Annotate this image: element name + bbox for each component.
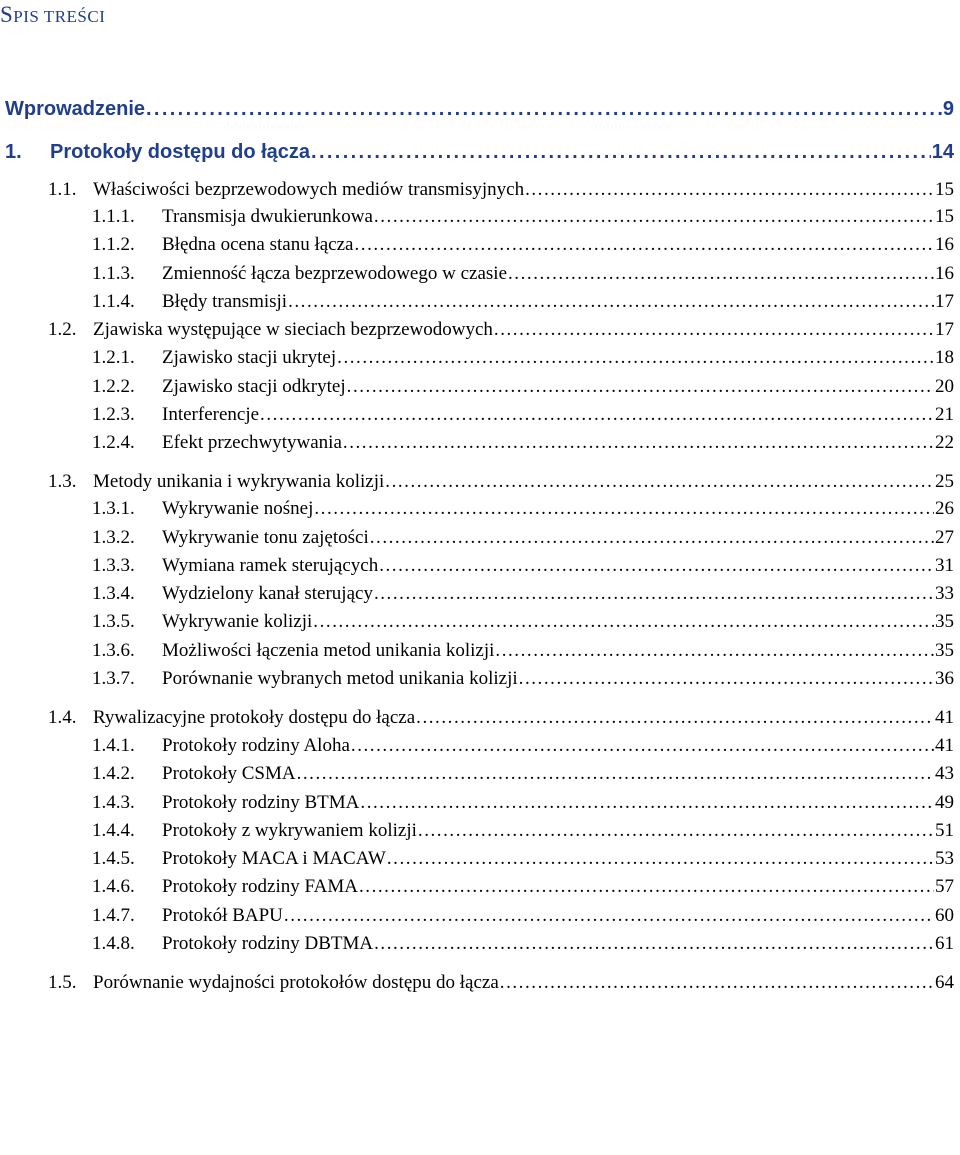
toc-entry-label: Zjawisko stacji odkrytej — [162, 376, 346, 397]
toc-leader-dots — [351, 735, 934, 757]
toc-entry-label: Transmisja dwukierunkowa — [162, 206, 373, 227]
toc-entry-page: 41 — [935, 735, 954, 756]
toc-entry-page: 17 — [935, 291, 954, 312]
toc-leader-dots — [146, 98, 942, 121]
toc-leader-dots — [379, 555, 934, 577]
toc-leader-dots — [354, 234, 934, 256]
toc-entry-label: Protokoły MACA i MACAW — [162, 848, 386, 869]
toc-entry-number: 1.1.2. — [92, 234, 135, 255]
toc-entry-label: Protokoły dostępu do łącza — [50, 141, 311, 163]
toc-entry-label: Wykrywanie nośnej — [162, 498, 314, 519]
toc-entry-label: Protokół BAPU — [162, 905, 283, 926]
toc-entry-number: 1.1.1. — [92, 206, 135, 227]
toc-entry-number: 1.4.2. — [92, 763, 135, 784]
toc-entry-label: Właściwości bezprzewodowych mediów transmisyjnych — [93, 179, 525, 200]
toc-entry-label: Zjawiska występujące w sieciach bezprzewodowych — [93, 319, 493, 340]
toc-entry-number: 1.4.3. — [92, 792, 135, 813]
toc-entry-page: 41 — [935, 707, 954, 728]
toc-entry-number: 1.2.2. — [92, 376, 135, 397]
toc-leader-dots — [288, 291, 934, 313]
toc-entry-page: 15 — [935, 179, 954, 200]
toc-leader-dots — [370, 527, 934, 549]
toc-entry-label: Zmienność łącza bezprzewodowego w czasie — [162, 263, 507, 284]
toc-entry[interactable] — [92, 492, 954, 520]
toc-entry-page: 25 — [935, 471, 954, 492]
toc-entry-page: 22 — [935, 432, 954, 453]
toc-entry-label: Wydzielony kanał sterujący — [162, 583, 373, 604]
toc-entry-number: 1.3.2. — [92, 527, 135, 548]
toc-entry-label: Błędy transmisji — [162, 291, 288, 312]
toc-entry-page: 36 — [935, 668, 954, 689]
toc-leader-dots — [418, 820, 934, 842]
toc-entry-page: 49 — [935, 792, 954, 813]
toc-entry-label: Efekt przechwytywania — [162, 432, 342, 453]
toc-entry[interactable] — [92, 549, 954, 577]
toc-leader-dots — [347, 376, 934, 398]
toc-entry-number: 1.3.1. — [92, 498, 135, 519]
toc-entry[interactable] — [92, 426, 954, 454]
toc-leader-dots — [508, 263, 934, 285]
toc-entry-number: 1.1.4. — [92, 291, 135, 312]
toc-entry[interactable] — [92, 200, 954, 228]
toc-leader-dots — [359, 876, 934, 898]
toc-entry-number: 1. — [5, 141, 22, 163]
toc-entry-number: 1.5. — [48, 972, 77, 993]
toc-entry[interactable] — [92, 370, 954, 398]
toc-entry[interactable] — [92, 398, 954, 426]
toc-entry-page: 64 — [935, 972, 954, 993]
toc-entry-number: 1.3.4. — [92, 583, 135, 604]
toc-entry-number: 1.4.7. — [92, 905, 135, 926]
toc-entry-label: Rywalizacyjne protokoły dostępu do łącza — [93, 707, 416, 728]
toc-leader-dots — [494, 319, 934, 341]
toc-leader-dots — [260, 404, 934, 426]
toc-entry-number: 1.3.3. — [92, 555, 135, 576]
toc-entry[interactable] — [48, 966, 954, 994]
toc-entry-number: 1.1.3. — [92, 263, 135, 284]
toc-entry-label: Protokoły rodziny FAMA — [162, 876, 358, 897]
toc-entry-label: Protokoły rodziny Aloha — [162, 735, 350, 756]
toc-entry-page: 27 — [935, 527, 954, 548]
toc-leader-dots — [297, 763, 934, 785]
toc-entry-number: 1.2.3. — [92, 404, 135, 425]
toc-entry-label: Porównanie wybranych metod unikania kolizji — [162, 668, 518, 689]
toc-entry[interactable] — [48, 701, 954, 729]
toc-leader-dots — [374, 583, 934, 605]
toc-entry[interactable] — [92, 927, 954, 955]
toc-entry-page: 15 — [935, 206, 954, 227]
toc-entry-number: 1.4.5. — [92, 848, 135, 869]
toc-entry-number: 1.2.1. — [92, 347, 135, 368]
toc-entry-page: 20 — [935, 376, 954, 397]
page-title-rest: PIS TREŚCI — [13, 7, 106, 26]
toc-entry-number: 1.3.6. — [92, 640, 135, 661]
toc-leader-dots — [337, 347, 934, 369]
toc-entry-number: 1.3.5. — [92, 611, 135, 632]
toc-entry-page: 57 — [935, 876, 954, 897]
toc-entry[interactable] — [92, 814, 954, 842]
toc-entry-label: Możliwości łączenia metod unikania kolizji — [162, 640, 495, 661]
toc-entry[interactable] — [92, 605, 954, 633]
toc-entry[interactable] — [92, 257, 954, 285]
toc-entry-page: 16 — [935, 263, 954, 284]
toc-leader-dots — [387, 848, 934, 870]
toc-leader-dots — [500, 972, 934, 994]
toc-entry[interactable] — [92, 634, 954, 662]
page-title-initial: S — [0, 2, 14, 27]
toc-entry-number: 1.4.1. — [92, 735, 135, 756]
toc-entry-label: Metody unikania i wykrywania kolizji — [93, 471, 385, 492]
toc-entry[interactable] — [92, 341, 954, 369]
toc-entry[interactable] — [92, 577, 954, 605]
toc-leader-dots — [314, 498, 934, 520]
toc-leader-dots — [284, 905, 934, 927]
toc-leader-dots — [416, 707, 934, 729]
toc-entry[interactable] — [92, 757, 954, 785]
toc-entry[interactable] — [5, 136, 954, 164]
toc-entry-page: 35 — [935, 611, 954, 632]
toc-leader-dots — [313, 611, 934, 633]
toc-entry[interactable] — [92, 899, 954, 927]
toc-entry[interactable] — [92, 662, 954, 690]
toc-entry[interactable] — [48, 313, 954, 341]
toc-leader-dots — [374, 933, 934, 955]
toc-leader-dots — [360, 792, 934, 814]
toc-entry-number: 1.4.8. — [92, 933, 135, 954]
toc-entry-label: Protokoły CSMA — [162, 763, 296, 784]
toc-entry-page: 33 — [935, 583, 954, 604]
toc-entry-number: 1.2. — [48, 319, 77, 340]
toc-entry[interactable] — [5, 93, 954, 121]
toc-entry-label: Interferencje — [162, 404, 260, 425]
toc-entry-label: Protokoły rodziny BTMA — [162, 792, 360, 813]
toc-entry-number: 1.4.4. — [92, 820, 135, 841]
toc-leader-dots — [343, 432, 934, 454]
toc-entry[interactable] — [48, 465, 954, 493]
toc-entry[interactable] — [92, 729, 954, 757]
toc-entry-page: 18 — [935, 347, 954, 368]
toc-entry[interactable] — [92, 285, 954, 313]
toc-leader-dots — [374, 206, 934, 228]
toc-entry-label: Wykrywanie kolizji — [162, 611, 313, 632]
toc-leader-dots — [519, 668, 934, 690]
toc-entry-page: 61 — [935, 933, 954, 954]
toc-entry-number: 1.4. — [48, 707, 77, 728]
toc-entry-label: Porównanie wydajności protokołów dostępu do łącza — [93, 972, 499, 993]
toc-entry-page: 17 — [935, 319, 954, 340]
toc-entry-label: Błędna ocena stanu łącza — [162, 234, 354, 255]
toc-entry-page: 53 — [935, 848, 954, 869]
toc-entry-page: 21 — [935, 404, 954, 425]
toc-entry-page: 51 — [935, 820, 954, 841]
toc-entry-page: 43 — [935, 763, 954, 784]
toc-entry-label: Protokoły z wykrywaniem kolizji — [162, 820, 417, 841]
toc-entry[interactable] — [48, 173, 954, 201]
toc-entry[interactable] — [92, 786, 954, 814]
toc-entry-page: 16 — [935, 234, 954, 255]
toc-entry[interactable] — [92, 870, 954, 898]
toc-leader-dots — [495, 640, 934, 662]
toc-entry[interactable] — [92, 521, 954, 549]
toc-leader-dots — [311, 141, 931, 164]
toc-entry-page: 26 — [935, 498, 954, 519]
toc-entry-label: Protokoły rodziny DBTMA — [162, 933, 374, 954]
toc-entry-label: Zjawisko stacji ukrytej — [162, 347, 337, 368]
toc-entry-label: Wprowadzenie — [5, 98, 146, 120]
toc-entry-number: 1.3.7. — [92, 668, 135, 689]
toc-entry[interactable] — [92, 228, 954, 256]
toc-entry[interactable] — [92, 842, 954, 870]
toc-entry-number: 1.4.6. — [92, 876, 135, 897]
toc-entry-number: 1.1. — [48, 179, 77, 200]
toc-entry-page: 31 — [935, 555, 954, 576]
toc-entry-number: 1.2.4. — [92, 432, 135, 453]
toc-entry-page: 9 — [942, 98, 954, 120]
toc-entry-page: 35 — [935, 640, 954, 661]
toc-leader-dots — [525, 179, 934, 201]
toc-leader-dots — [385, 471, 934, 493]
page-title — [0, 2, 105, 28]
toc-entry-label: Wymiana ramek sterujących — [162, 555, 379, 576]
toc-entry-number: 1.3. — [48, 471, 77, 492]
toc-entry-page: 60 — [935, 905, 954, 926]
toc-entry-page: 14 — [931, 141, 954, 163]
toc-entry-label: Wykrywanie tonu zajętości — [162, 527, 369, 548]
